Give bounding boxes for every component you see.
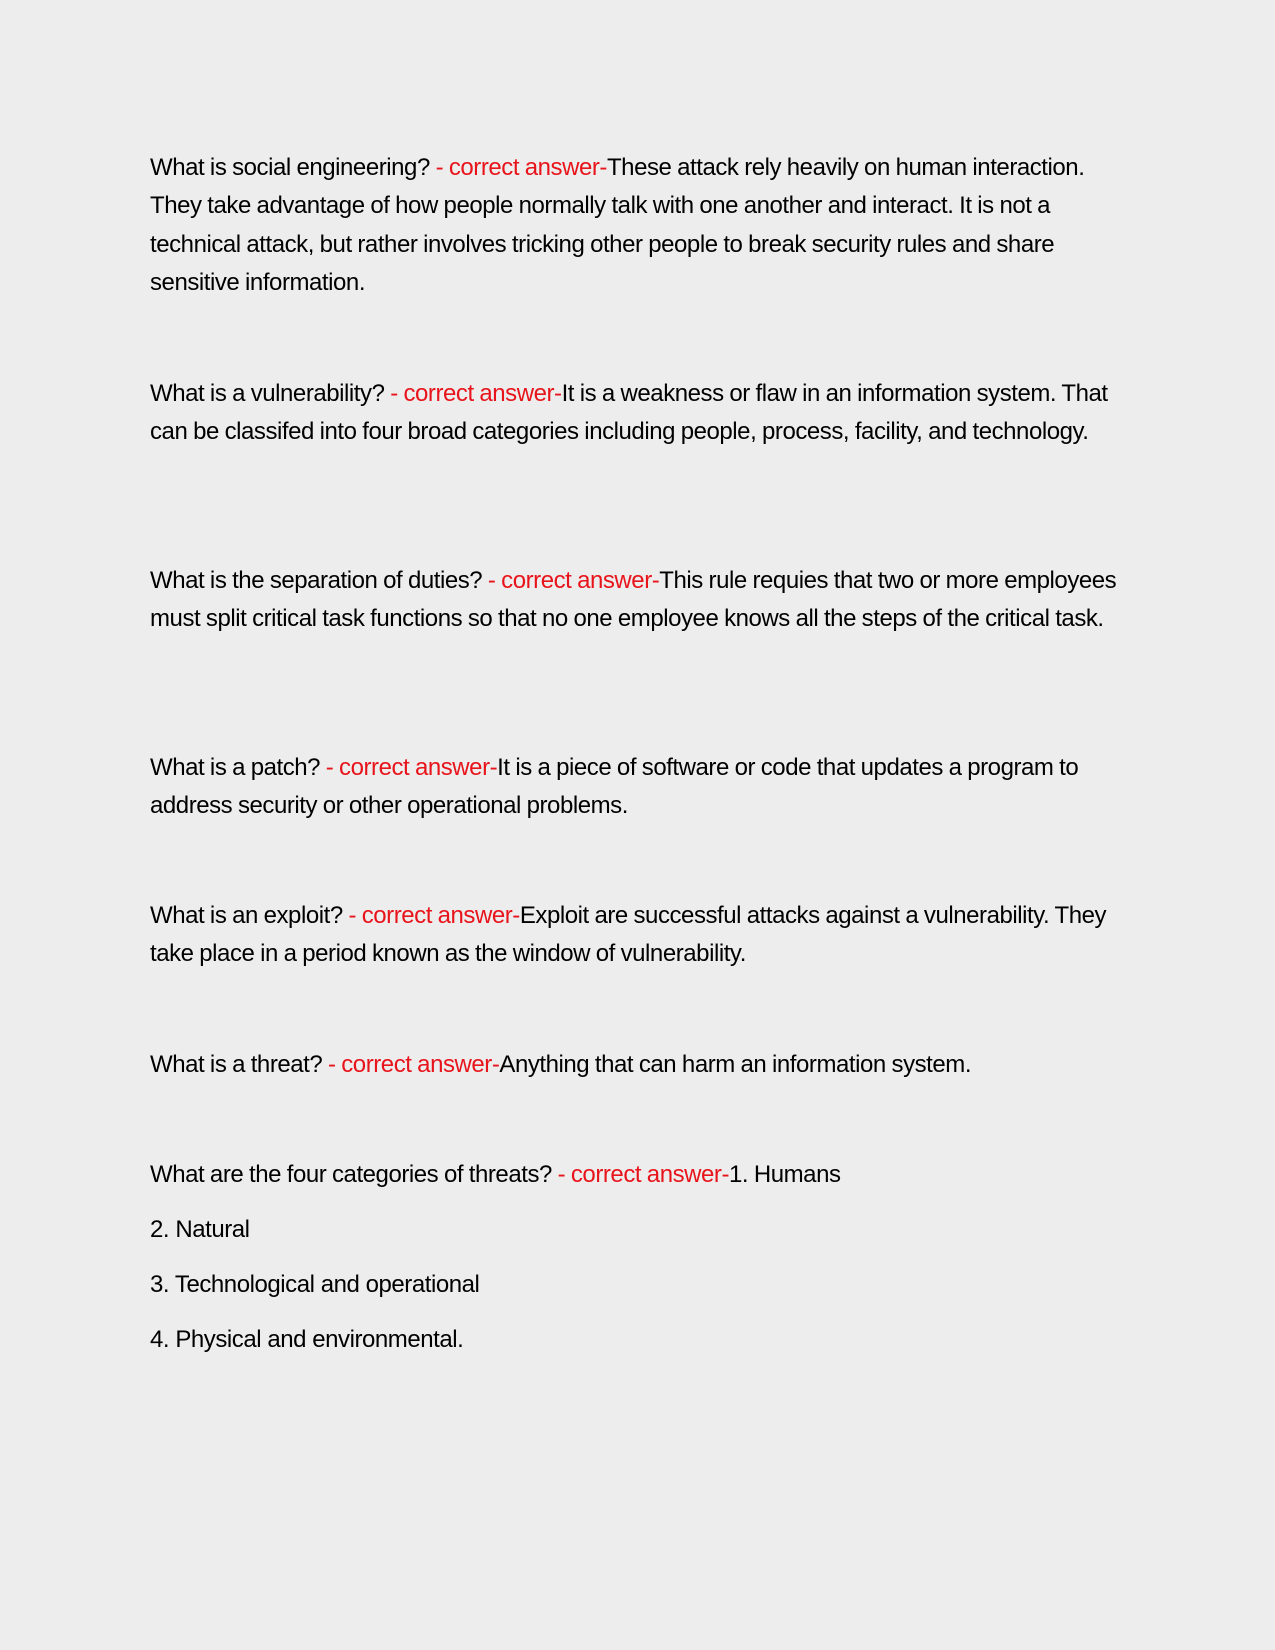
answer-marker: - correct answer-	[390, 380, 562, 407]
answer-text: 1. Humans	[729, 1161, 841, 1188]
answer-text: This rule requies that two or more employees must split critical task functions so that no one employee knows all the steps of the critical task.	[150, 567, 1117, 633]
list-item: 3. Technological and operational	[150, 1271, 480, 1298]
question-text: What is a vulnerability?	[150, 380, 391, 407]
qa-patch	[150, 749, 1130, 826]
answer-marker: - correct answer-	[557, 1161, 730, 1188]
qa-vulnerability	[150, 375, 1130, 452]
qa-threat	[150, 1046, 1130, 1084]
answer-marker: - correct answer-	[487, 567, 660, 594]
answer-text: It is a piece of software or code that updates a program to address security or other operational problems.	[150, 754, 1079, 820]
answer-text: Anything that can harm an information system.	[499, 1051, 972, 1078]
answer-marker: - correct answer-	[348, 902, 520, 929]
answer-marker: - correct answer-	[325, 754, 498, 781]
question-text: What are the four categories of threats?	[150, 1161, 558, 1188]
answer-marker: - correct answer-	[328, 1051, 500, 1078]
question-text: What is social engineering?	[150, 154, 436, 181]
qa-separation-of-duties	[150, 562, 1130, 639]
list-item: 2. Natural	[150, 1216, 250, 1243]
question-text: What is an exploit?	[150, 902, 349, 929]
qa-exploit	[150, 897, 1130, 974]
question-text: What is a patch?	[150, 754, 326, 781]
answer-text: These attack rely heavily on human interaction. They take advantage of how people normally talk with one another and interact. It is not a technical attack, but rather involves tricking other people to break security rules and share sensitive information.	[150, 154, 1085, 296]
answer-text: Exploit are successful attacks against a vulnerability. They take place in a period known as the window of vulnerability.	[150, 902, 1107, 968]
question-text: What is the separation of duties?	[150, 567, 488, 594]
question-text: What is a threat?	[150, 1051, 328, 1078]
qa-threat-categories	[150, 1156, 1130, 1194]
answer-text: It is a weakness or flaw in an information system. That can be classifed into four broad categories including people, process, facility, and technology.	[150, 380, 1108, 446]
answer-marker: - correct answer-	[435, 154, 607, 181]
qa-social-engineering	[150, 149, 1130, 302]
list-item: 4. Physical and environmental.	[150, 1326, 464, 1353]
